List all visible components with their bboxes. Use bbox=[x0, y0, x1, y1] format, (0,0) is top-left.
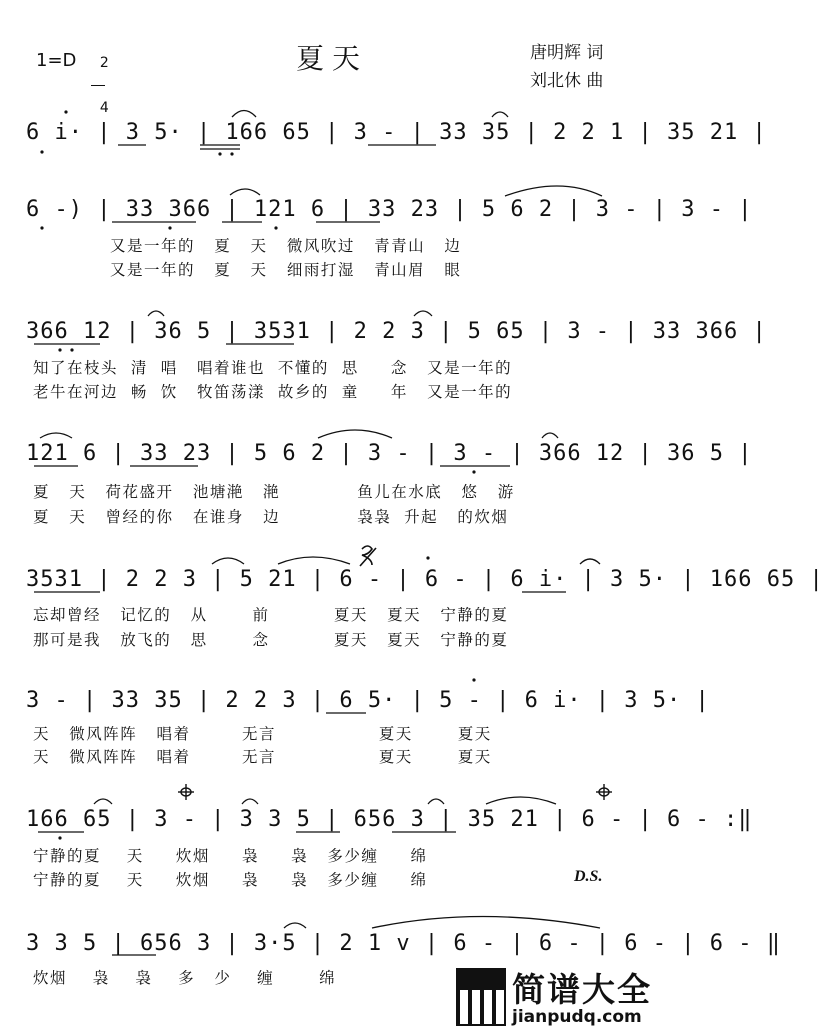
lyric-line-3-verse-1: 知了在枝头 清 唱 唱着谁也 不懂的 思 念 又是一年的 bbox=[33, 359, 513, 377]
segno-symbol bbox=[360, 546, 376, 566]
lyric-line-7-verse-2: 宁静的夏 天 炊烟 袅 袅 多少缠 绵 bbox=[33, 871, 428, 889]
music-line-5: 3531 | 2 2 3 | 5 21 | 6 - | 6 - | 6 i· | 3 5· | 166 65 | bbox=[26, 567, 824, 592]
slur-10 bbox=[94, 799, 112, 804]
slur-11 bbox=[242, 799, 258, 804]
lyric-line-7-verse-1: 宁静的夏 天 炊烟 袅 袅 多少缠 绵 bbox=[33, 847, 428, 865]
coda-symbol-1 bbox=[178, 784, 194, 800]
music-line-7: 166 65 | 3 - | 3 3 5 | 656 3 | 35 21 | 6 - | 6 - :‖ bbox=[26, 807, 753, 832]
music-line-1: 6 i· | 3 5· | 166 65 | 3 - | 33 35 | 2 2 1 | 35 21 | bbox=[26, 120, 767, 145]
dal-segno-mark: D.S. bbox=[574, 868, 603, 885]
slur-1 bbox=[232, 111, 256, 118]
lyric-line-6-verse-1: 天 微风阵阵 唱着 无言 夏天 夏天 bbox=[33, 725, 492, 743]
tie-3 bbox=[278, 557, 350, 564]
slur-7 bbox=[542, 433, 558, 438]
slur-2 bbox=[492, 112, 508, 117]
slur-4 bbox=[148, 311, 164, 316]
lyric-line-4-verse-1: 夏 天 荷花盛开 池塘滟 滟 鱼儿在水底 悠 游 bbox=[33, 483, 515, 501]
music-line-6: 3 - | 33 35 | 2 2 3 | 6 5· | 5 - | 6 i· | 3 5· | bbox=[26, 688, 710, 713]
tie-1 bbox=[505, 186, 602, 196]
music-line-4: 121 6 | 33 23 | 5 6 2 | 3 - | 3 - | 366 12 | 36 5 | bbox=[26, 441, 753, 466]
tie-5 bbox=[372, 917, 600, 929]
music-line-8: 3 3 5 | 656 3 | 3·5 | 2 1 v | 6 - | 6 - | 6 - | 6 - ‖ bbox=[26, 931, 781, 956]
watermark-url: jianpudq.com bbox=[512, 1007, 642, 1027]
piano-logo-icon bbox=[456, 968, 506, 1026]
time-denominator: 4 bbox=[99, 100, 109, 116]
lyric-line-2-verse-2: 又是一年的 夏 天 细雨打湿 青山眉 眼 bbox=[110, 261, 462, 279]
slur-12 bbox=[428, 799, 444, 804]
lyric-line-2-verse-1: 又是一年的 夏 天 微风吹过 青青山 边 bbox=[110, 237, 462, 255]
watermark-name: 简谱大全 bbox=[512, 970, 652, 1009]
tie-2 bbox=[318, 430, 392, 438]
slur-5 bbox=[414, 311, 432, 316]
slur-8 bbox=[212, 558, 244, 564]
lyric-line-6-verse-2: 天 微风阵阵 唱着 无言 夏天 夏天 bbox=[33, 748, 492, 766]
tie-4 bbox=[486, 797, 556, 804]
music-line-2: 6 -) | 33 366 | 121 6 | 33 23 | 5 6 2 | 3 - | 3 - | bbox=[26, 197, 753, 222]
slur-9 bbox=[580, 559, 600, 564]
lyric-line-5-verse-2: 那可是我 放飞的 思 念 夏天 夏天 宁静的夏 bbox=[33, 631, 509, 649]
lyric-line-5-verse-1: 忘却曾经 记忆的 从 前 夏天 夏天 宁静的夏 bbox=[33, 606, 509, 624]
lyric-line-4-verse-2: 夏 天 曾经的你 在谁身 边 袅袅 升起 的炊烟 bbox=[33, 508, 509, 526]
composer-credit: 刘北休 曲 bbox=[530, 71, 604, 91]
song-title: 夏天 bbox=[295, 41, 368, 75]
time-numerator: 2 bbox=[99, 55, 109, 71]
music-line-3: 366 12 | 36 5 | 3531 | 2 2 3 | 5 65 | 3 - | 33 366 | bbox=[26, 319, 767, 344]
slur-13 bbox=[284, 923, 306, 928]
lyricist-credit: 唐明辉 词 bbox=[530, 43, 604, 63]
lyric-line-3-verse-2: 老牛在河边 畅 饮 牧笛荡漾 故乡的 童 年 又是一年的 bbox=[33, 383, 513, 401]
slur-3 bbox=[230, 189, 260, 195]
lyric-line-8: 炊烟 袅 袅 多 少 缠 绵 bbox=[33, 969, 337, 987]
key-signature: 1=D bbox=[36, 50, 77, 71]
slur-6 bbox=[40, 433, 72, 438]
coda-symbol-2 bbox=[596, 784, 612, 800]
